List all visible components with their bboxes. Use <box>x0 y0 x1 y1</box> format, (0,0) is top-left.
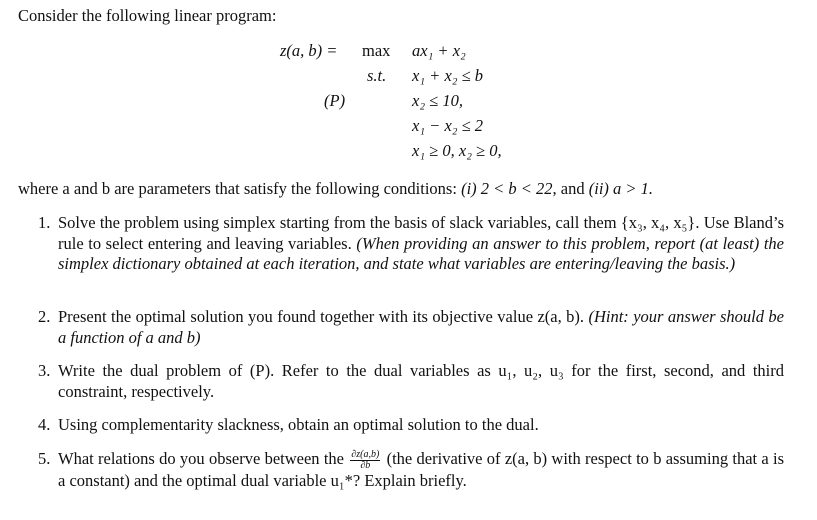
condition-2: (ii) a > 1. <box>588 179 654 198</box>
question-3-text: Write the dual problem of (P). Refer to the dual variables as u₁, u₂, u₃ for the first, second, and third constraint, respectively. <box>58 361 784 401</box>
question-2 <box>58 307 784 348</box>
partial-derivative-fraction <box>350 450 380 471</box>
lp-objective: ax₁ + x₂ <box>412 41 466 60</box>
item-number-4: 4. <box>38 415 51 434</box>
question-3 <box>58 361 784 402</box>
parameter-conditions <box>18 179 653 199</box>
question-4-text: Using complementarity slackness, obtain an optimal solution to the dual. <box>58 415 539 434</box>
question-1-text: Solve the problem using simplex starting from the basis of slack variables, call them {x₃, x₄, x₅}. Use Bland’s rule to select entering and leaving variables. <box>58 213 784 253</box>
question-2-hint: (Hint: your answer should be a function of a and b) <box>58 307 785 347</box>
condition-joiner: , and <box>552 179 589 198</box>
lp-nonnegativity: x₁ ≥ 0, x₂ ≥ 0, <box>412 141 502 160</box>
lp-value-function: z(a, b) = <box>280 41 338 60</box>
item-number-2: 2. <box>38 307 51 326</box>
lp-constraint-1: x₁ + x₂ ≤ b <box>412 66 484 85</box>
question-4 <box>58 415 784 436</box>
question-1-instructions: (When providing an answer to this problem, report (at least) the simplex dictionary obtained at each iteration, and state what variables are entering/leaving the basis.) <box>58 233 784 273</box>
question-1 <box>58 213 784 275</box>
condition-1: (i) 2 < b < 22 <box>461 179 553 198</box>
question-5 <box>58 449 784 491</box>
lp-constraint-3: x₁ − x₂ ≤ 2 <box>412 116 484 135</box>
item-number-3: 3. <box>38 361 51 380</box>
item-number-1: 1. <box>38 213 51 232</box>
lp-max-keyword: max <box>362 41 391 60</box>
lp-problem-name: (P) <box>324 91 346 110</box>
intro-text: Consider the following linear program: <box>18 6 277 25</box>
lp-subject-to: s.t. <box>367 66 387 85</box>
question-5-text-after: (the derivative of z(a, b) with respect to b assuming that a is a constant) and the optimal dual variable u₁*? Explain briefly. <box>58 449 785 490</box>
lp-constraint-2: x₂ ≤ 10, <box>412 91 463 110</box>
parameter-prefix: where a and b are parameters that satisfy the following conditions: <box>18 179 462 198</box>
fraction-numerator: ∂z(a,b) <box>351 448 380 460</box>
fraction-denominator: ∂b <box>360 459 371 471</box>
question-2-text: Present the optimal solution you found together with its objective value z(a, b). <box>58 307 585 326</box>
item-number-5: 5. <box>38 449 51 468</box>
question-5-text-before: What relations do you observe between the <box>58 449 344 468</box>
